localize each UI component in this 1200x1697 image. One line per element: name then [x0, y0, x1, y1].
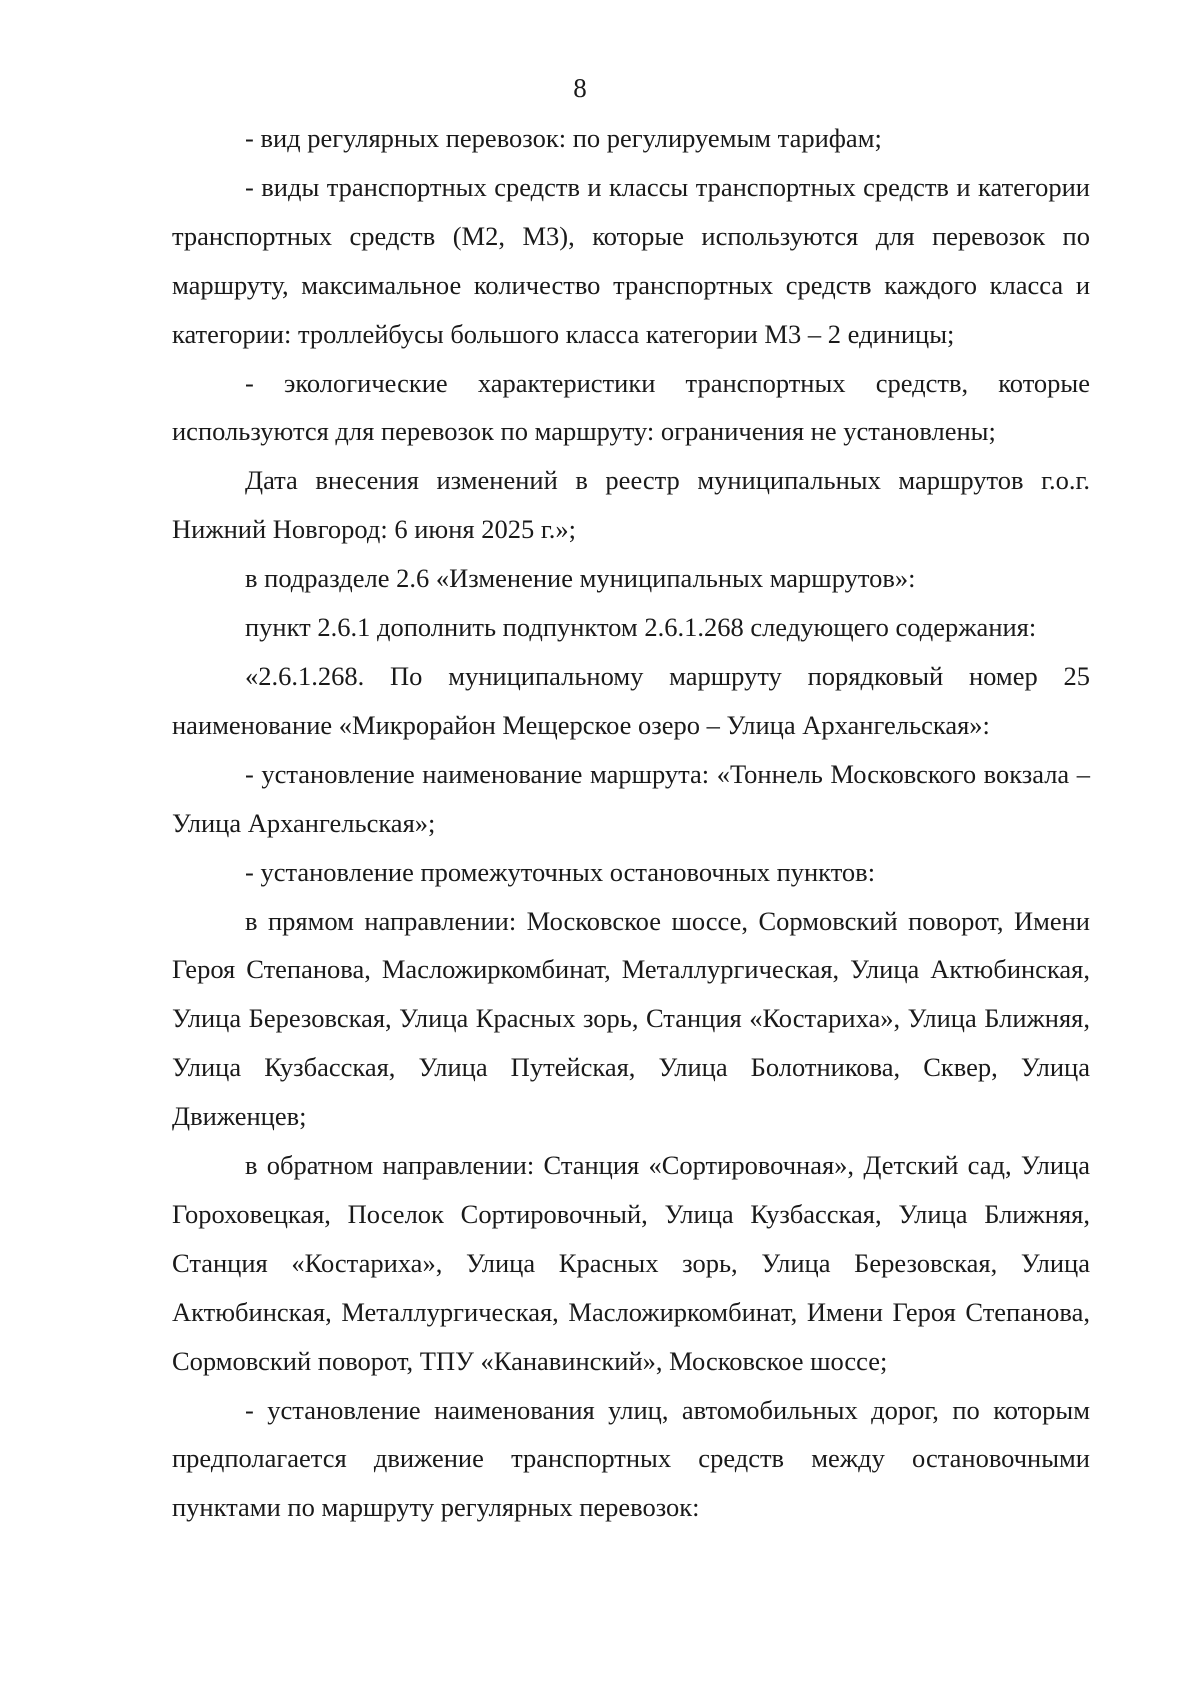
paragraph-route-25: «2.6.1.268. По муниципальному маршруту порядковый номер 25 наименование «Микрорайон Мещерское озеро – Улица Архангельская»:: [172, 660, 1090, 740]
page-number: 8: [573, 73, 587, 103]
paragraph-registry-date: Дата внесения изменений в реестр муниципальных маршрутов г.о.г. Нижний Новгород: 6 июня 2025 г.»;: [172, 465, 1090, 545]
paragraph-stops-heading: - установление промежуточных остановочных пунктов:: [245, 856, 876, 887]
paragraph-item-addition: пункт 2.6.1 дополнить подпунктом 2.6.1.268 следующего содержания:: [245, 612, 1037, 643]
paragraph-forward-direction: в прямом направлении: Московское шоссе, Сормовский поворот, Имени Героя Степанова, Масложиркомбинат, Металлургическая, Улица Актюбинская, Улица Березовская, Улица Красных зорь, Станция «Костариха», Улица Ближняя, Улица Кузбасская, Улица Путейская, Улица Болотникова, Сквер, Улица Движенцев;: [172, 905, 1090, 1132]
paragraph-vehicle-classes: - виды транспортных средств и классы транспортных средств и категории транспортных средств (М2, М3), которые используются для перевозок по маршруту, максимальное количество транспортных средств каждого класса и категории: троллейбусы большого класса категории М3 – 2 единицы;: [172, 171, 1090, 349]
paragraph-streets: - установление наименования улиц, автомобильных дорог, по которым предполагается движение транспортных средств между остановочными пунктами по маршруту регулярных перевозок:: [172, 1394, 1090, 1523]
paragraph-transport-type: - вид регулярных перевозок: по регулируемым тарифам;: [245, 123, 882, 153]
paragraph-route-name: - установление наименование маршрута: «Тоннель Московского вокзала – Улица Архангельская»;: [172, 758, 1090, 838]
paragraph-subsection: в подразделе 2.6 «Изменение муниципальных маршрутов»:: [245, 563, 916, 594]
paragraph-ecological: - экологические характеристики транспортных средств, которые используются для перевозок по маршруту: ограничения не установлены;: [172, 367, 1090, 447]
document-body: [172, 114, 1090, 1532]
paragraph-reverse-direction: в обратном направлении: Станция «Сортировочная», Детский сад, Улица Гороховецкая, Поселок Сортировочный, Улица Кузбасская, Улица Ближняя, Станция «Костариха», Улица Красных зорь, Улица Березовская, Улица Актюбинская, Металлургическая, Масложиркомбинат, Имени Героя Степанова, Сормовский поворот, ТПУ «Канавинский», Московское шоссе;: [172, 1150, 1090, 1376]
